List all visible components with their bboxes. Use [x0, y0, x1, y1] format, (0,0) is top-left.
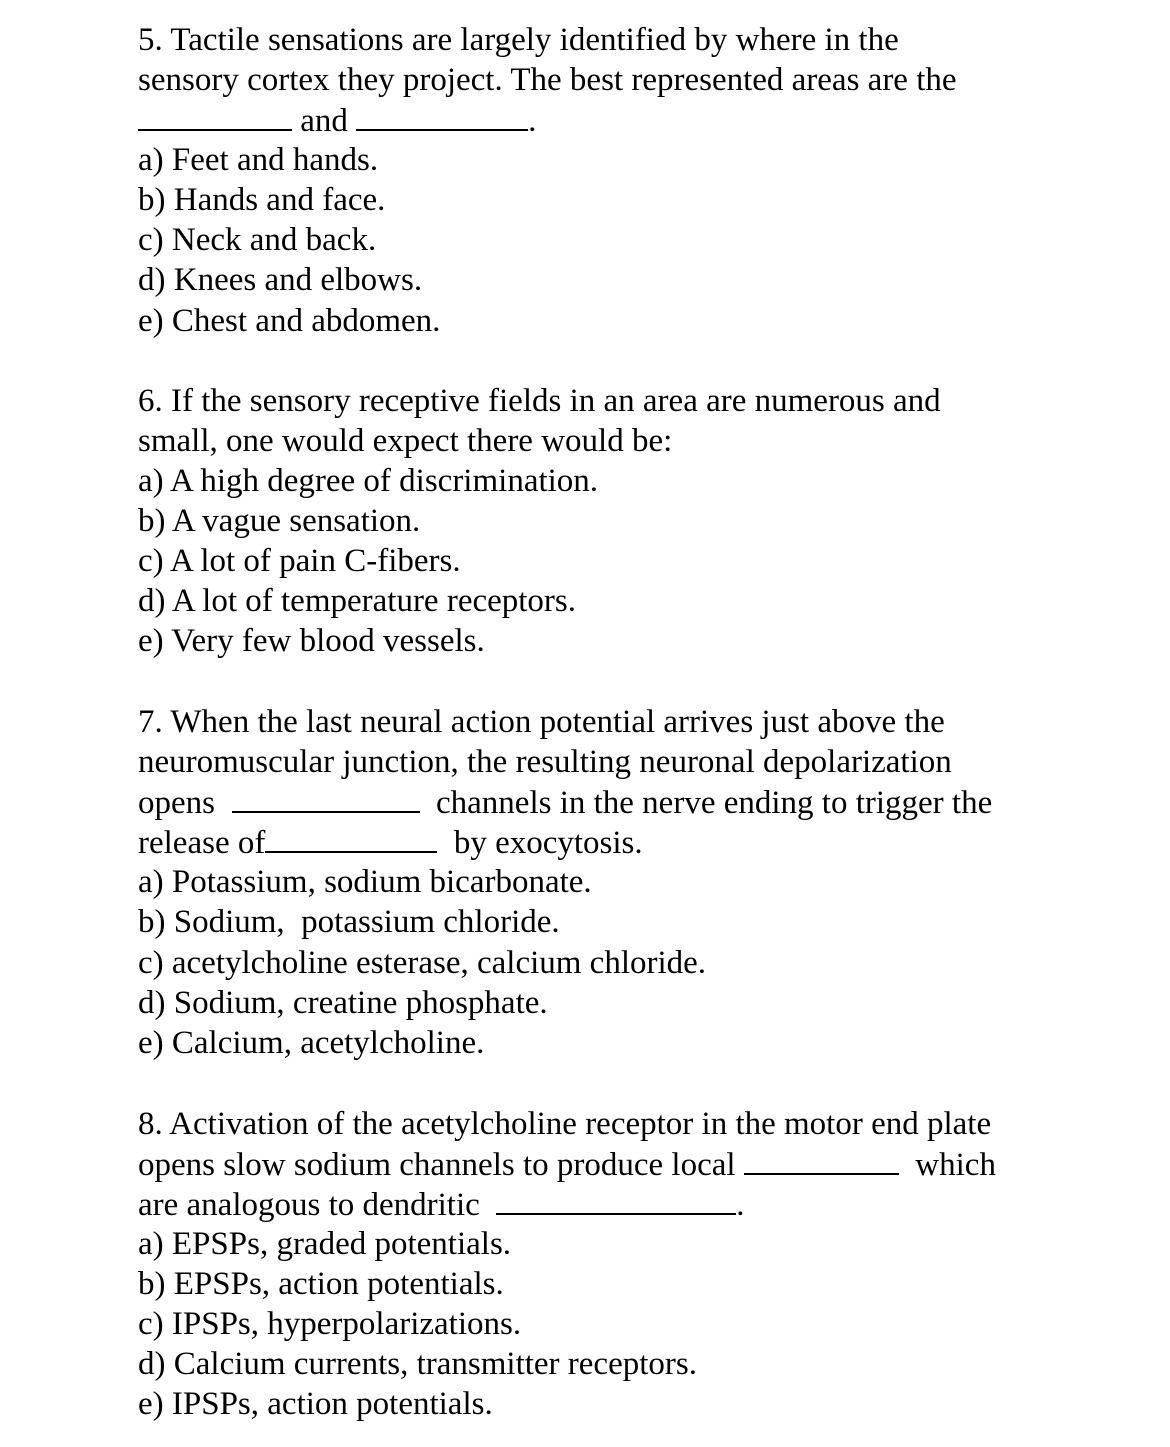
question-stem: 7. When the last neural action potential arrives just above the [138, 704, 945, 740]
question-stem: 5. Tactile sensations are largely identified by where in the [138, 22, 899, 58]
question-stem-blanks [138, 782, 992, 822]
option-e: e) IPSPs, action potentials. [138, 1386, 493, 1422]
option-b: b) EPSPs, action potentials. [138, 1266, 504, 1302]
stem-text: opens slow sodium channels to produce local [138, 1147, 736, 1183]
answer-blank [496, 1184, 736, 1215]
option-b: b) A vague sensation. [138, 503, 421, 539]
question-stem: sensory cortex they project. The best represented areas are the [138, 62, 957, 98]
option-b: b) Hands and face. [138, 182, 386, 218]
option-c: c) A lot of pain C-fibers. [138, 543, 461, 579]
stem-text: which [915, 1147, 996, 1183]
stem-text: opens [138, 785, 215, 821]
answer-blank [232, 782, 420, 813]
option-c: c) IPSPs, hyperpolarizations. [138, 1306, 522, 1342]
option-d: d) A lot of temperature receptors. [138, 583, 577, 619]
question-stem: 8. Activation of the acetylcholine receptor in the motor end plate [138, 1106, 992, 1142]
option-d: d) Calcium currents, transmitter receptors. [138, 1346, 697, 1382]
question-stem: small, one would expect there would be: [138, 423, 673, 459]
option-e: e) Calcium, acetylcholine. [138, 1025, 485, 1061]
option-e: e) Very few blood vessels. [138, 623, 485, 659]
option-a: a) EPSPs, graded potentials. [138, 1226, 512, 1262]
question-stem: 6. If the sensory receptive fields in an area are numerous and [138, 383, 941, 419]
option-d: d) Sodium, creatine phosphate. [138, 985, 548, 1021]
answer-blank [356, 100, 528, 131]
stem-text: . [736, 1187, 745, 1223]
option-a: a) Feet and hands. [138, 142, 379, 178]
question-stem: neuromuscular junction, the resulting neuronal depolarization [138, 744, 952, 780]
option-c: c) acetylcholine esterase, calcium chloride. [138, 945, 707, 981]
answer-blank [265, 822, 437, 853]
stem-text: are analogous to dendritic [138, 1187, 480, 1223]
question-stem-blanks [138, 100, 536, 140]
question-stem-blanks [138, 1144, 996, 1184]
stem-text: release of [138, 825, 266, 861]
answer-blank [744, 1144, 899, 1175]
question-stem-blanks [138, 822, 643, 862]
option-a: a) A high degree of discrimination. [138, 463, 599, 499]
stem-text: channels in the nerve ending to trigger the [436, 785, 993, 821]
option-c: c) Neck and back. [138, 222, 377, 258]
question-stem-blanks [138, 1184, 745, 1224]
option-d: d) Knees and elbows. [138, 262, 423, 298]
option-a: a) Potassium, sodium bicarbonate. [138, 864, 592, 900]
option-b: b) Sodium, potassium chloride. [138, 904, 560, 940]
answer-blank [138, 100, 292, 131]
stem-text: by exocytosis. [453, 825, 643, 861]
stem-text: . [528, 103, 537, 139]
stem-text: and [300, 103, 348, 139]
option-e: e) Chest and abdomen. [138, 303, 441, 339]
